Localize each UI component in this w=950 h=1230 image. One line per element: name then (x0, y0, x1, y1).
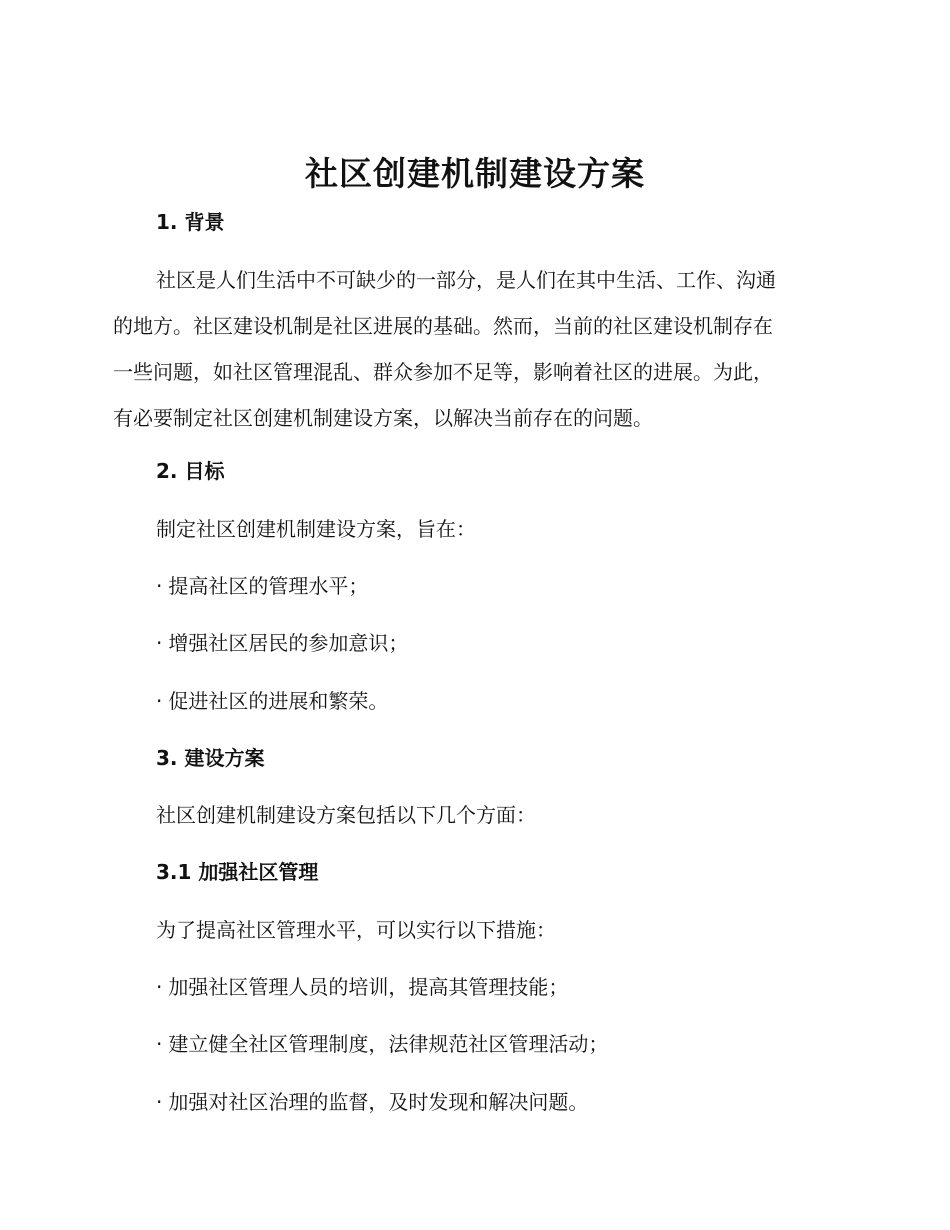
paragraph-line: 社区是人们生活中不可缺少的一部分，是人们在其中生活、工作、沟通 (156, 268, 776, 292)
list-item-text: 提高社区的管理水平； (168, 574, 369, 598)
plan-intro: 社区创建机制建设方案包括以下几个方面： (156, 803, 536, 827)
section-heading-plan: 3. 建设方案 (156, 746, 265, 770)
bullet-icon: · (156, 574, 163, 598)
list-item (156, 1029, 608, 1059)
paragraph-line: 一些问题，如社区管理混乱、群众参加不足等，影响着社区的进展。为此， (113, 360, 773, 384)
bullet-icon: · (156, 1032, 163, 1056)
list-item (156, 972, 568, 1002)
list-item-text: 建立健全社区管理制度，法律规范社区管理活动； (168, 1032, 609, 1056)
bullet-icon: · (156, 975, 163, 999)
subsection-intro: 为了提高社区管理水平，可以实行以下措施： (156, 918, 556, 942)
list-item-text: 增强社区居民的参加意识； (168, 631, 409, 655)
list-item-text: 促进社区的进展和繁荣。 (168, 689, 389, 713)
paragraph-line: 有必要制定社区创建机制建设方案，以解决当前存在的问题。 (113, 406, 653, 430)
section-heading-goals: 2. 目标 (156, 459, 225, 483)
list-item (156, 686, 388, 716)
subsection-heading-management: 3.1 加强社区管理 (156, 860, 319, 884)
list-item (156, 571, 368, 601)
bullet-icon: · (156, 689, 163, 713)
bullet-icon: · (156, 631, 163, 655)
background-paragraph (113, 257, 833, 441)
goals-intro: 制定社区创建机制建设方案，旨在： (156, 517, 476, 541)
list-item (156, 628, 408, 658)
paragraph-line: 的地方。社区建设机制是社区进展的基础。然而，当前的社区建设机制存在 (113, 314, 773, 338)
list-item (156, 1087, 588, 1117)
list-item-text: 加强社区管理人员的培训，提高其管理技能； (168, 975, 569, 999)
bullet-icon: · (156, 1090, 163, 1114)
document-title: 社区创建机制建设方案 (305, 154, 645, 193)
section-heading-background: 1. 背景 (156, 210, 225, 234)
list-item-text: 加强对社区治理的监督，及时发现和解决问题。 (168, 1090, 589, 1114)
